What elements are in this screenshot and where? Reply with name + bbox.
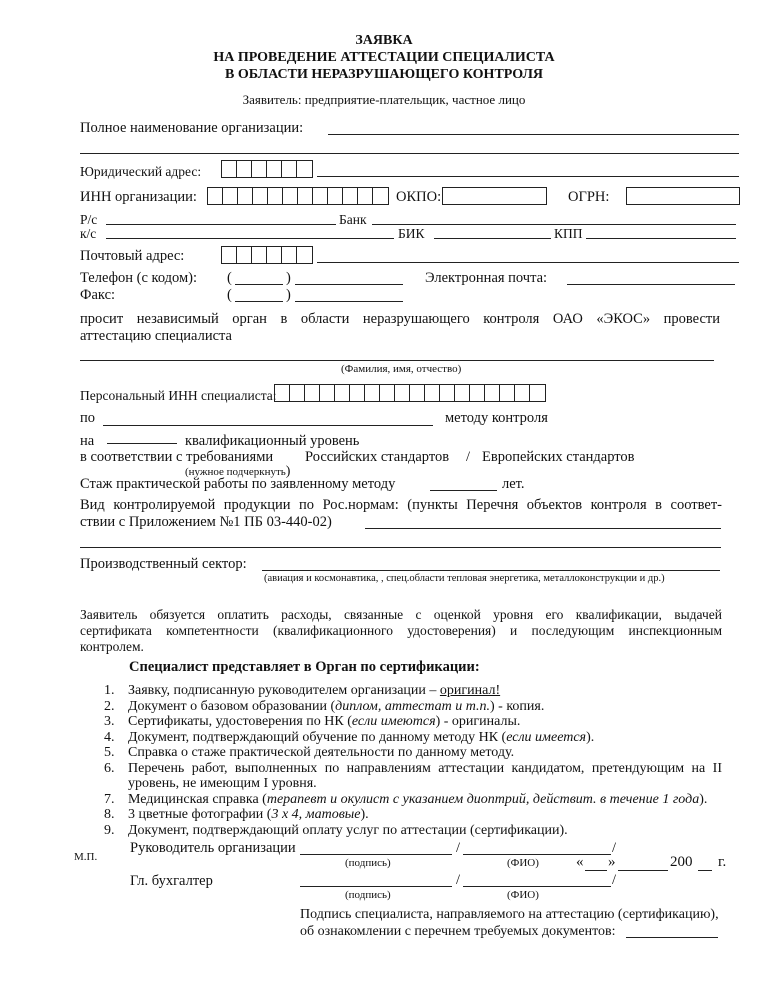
accountant-slash: / bbox=[456, 872, 461, 888]
list-item-text: Документ о базовом образовании ( bbox=[128, 698, 336, 714]
ogrn-label: ОГРН: bbox=[568, 189, 610, 205]
email-label: Электронная почта: bbox=[425, 270, 548, 286]
director-fio-hint: (ФИО) bbox=[507, 857, 539, 869]
date-close: » bbox=[608, 854, 616, 870]
obligation-text-3: контролем. bbox=[80, 639, 144, 654]
email-field[interactable] bbox=[567, 284, 735, 285]
list-item-emphasis: если имеется bbox=[506, 729, 587, 745]
accountant-fio-field[interactable] bbox=[463, 886, 611, 887]
kpp-field[interactable] bbox=[586, 238, 736, 239]
form-title: ЗАЯВКА bbox=[355, 33, 413, 48]
date-year-field[interactable] bbox=[698, 870, 712, 871]
org-name-label: Полное наименование организации: bbox=[80, 120, 304, 136]
list-item-emphasis: диплом, аттестат и т.п. bbox=[335, 698, 491, 714]
list-item-number: 4. bbox=[104, 729, 115, 745]
date-year-suffix: г. bbox=[718, 854, 727, 870]
stamp-place: М.П. bbox=[74, 851, 98, 863]
list-item bbox=[104, 807, 722, 823]
list-item bbox=[104, 823, 722, 839]
list-item bbox=[104, 683, 722, 699]
director-slash: / bbox=[456, 840, 461, 856]
standards-slash: / bbox=[466, 449, 471, 465]
date-day-field[interactable] bbox=[585, 870, 607, 871]
rs-label: Р/с bbox=[80, 212, 98, 227]
list-item-number: 3. bbox=[104, 714, 115, 729]
list-item-emphasis: терапевт и окулист с указанием диоптрий, действит. в течение 1 года bbox=[266, 791, 700, 807]
accountant-fio-hint: (ФИО) bbox=[507, 889, 539, 901]
obligation-text-2: сертификата компетентности (квалификационного удостоверения) и последующим инспекционным bbox=[80, 623, 722, 638]
director-fio-field[interactable] bbox=[463, 854, 611, 855]
request-text-2: аттестацию специалиста bbox=[80, 328, 232, 344]
list-item-suffix: ) - копия. bbox=[490, 698, 545, 714]
director-sign-hint: (подпись) bbox=[345, 857, 391, 869]
russian-standards-option[interactable]: Российских стандартов bbox=[305, 449, 450, 465]
fax-code-field[interactable] bbox=[235, 301, 283, 302]
personal-inn-label: Персональный ИНН специалиста: bbox=[80, 388, 277, 403]
per-requirements-label: в соответствии с требованиями bbox=[80, 449, 274, 465]
list-item-text: Перечень работ, выполненных по направлениям аттестации кандидатом, претендующим на II bbox=[128, 760, 722, 776]
european-standards-option[interactable]: Европейских стандартов bbox=[482, 449, 635, 465]
fax-code-open: ( bbox=[227, 287, 232, 303]
method-label: методу контроля bbox=[445, 410, 548, 426]
list-item-number: 5. bbox=[104, 745, 115, 760]
fax-number-field[interactable] bbox=[295, 301, 403, 302]
date-year: 200 bbox=[670, 854, 693, 870]
legal-address-index-boxes[interactable] bbox=[221, 160, 313, 178]
list-item bbox=[104, 699, 722, 715]
date-month-field[interactable] bbox=[618, 870, 668, 871]
list-item bbox=[104, 730, 722, 746]
specialist-sign-text-2: об ознакомлении с перечнем требуемых документов: bbox=[300, 924, 616, 939]
list-item-number: 1. bbox=[104, 683, 115, 698]
underline-hint: (нужное подчеркнуть) bbox=[185, 464, 291, 479]
list-item-suffix: ). bbox=[360, 807, 369, 822]
okpo-label: ОКПО: bbox=[396, 189, 442, 205]
list-item bbox=[104, 714, 722, 730]
list-item-emphasis: если имеются bbox=[351, 714, 436, 729]
accountant-sign-hint: (подпись) bbox=[345, 889, 391, 901]
director-slash-2: / bbox=[612, 840, 617, 856]
product-type-text-2: ствии с Приложением №1 ПБ 03-440-02) bbox=[80, 514, 332, 530]
qual-level-label: квалификационный уровень bbox=[185, 433, 360, 449]
experience-field[interactable] bbox=[430, 490, 497, 491]
list-item-text: Документ, подтверждающий оплату услуг по аттестации (сертификации). bbox=[128, 822, 568, 838]
fax-label: Факс: bbox=[80, 287, 116, 303]
obligation-text: Заявитель обязуется оплатить расходы, связанные с оценкой уровня его квалификации, выдачей bbox=[80, 607, 722, 622]
list-item-number: 6. bbox=[104, 760, 115, 776]
bik-field[interactable] bbox=[434, 238, 551, 239]
okpo-field[interactable] bbox=[442, 187, 547, 205]
po-label: по bbox=[80, 410, 96, 426]
documents-heading: Специалист представляет в Орган по сертификации: bbox=[129, 659, 480, 675]
list-item-text: Заявку, подписанную руководителем организации – bbox=[128, 683, 440, 698]
postal-address-field[interactable] bbox=[317, 262, 739, 263]
ogrn-field[interactable] bbox=[626, 187, 740, 205]
phone-label: Телефон (с кодом): bbox=[80, 270, 198, 286]
legal-address-field[interactable] bbox=[317, 176, 739, 177]
sector-hint: (авиация и космонавтика, , спец.области тепловая энергетика, металлоконструкции и др.) bbox=[264, 573, 665, 584]
bank-label: Банк bbox=[339, 212, 367, 227]
list-item-emphasis: оригинал! bbox=[439, 683, 501, 698]
specialist-sign-text: Подпись специалиста, направляемого на аттестацию (сертификацию), bbox=[300, 907, 719, 922]
postal-index-boxes[interactable] bbox=[221, 246, 313, 264]
list-item bbox=[104, 776, 722, 792]
form-subtitle: НА ПРОВЕДЕНИЕ АТТЕСТАЦИИ СПЕЦИАЛИСТА bbox=[213, 50, 555, 65]
method-field[interactable] bbox=[103, 425, 433, 426]
list-item-text: 3 цветные фотографии ( bbox=[128, 807, 272, 822]
inn-label: ИНН организации: bbox=[80, 189, 197, 205]
phone-code-open: ( bbox=[227, 270, 232, 286]
applicant-type: Заявитель: предприятие-плательщик, частное лицо bbox=[242, 92, 526, 107]
years-label: лет. bbox=[502, 476, 525, 492]
list-item-text: Справка о стаже практической деятельности по данному методу. bbox=[128, 745, 515, 760]
ks-label: к/с bbox=[80, 226, 97, 241]
product-type-text: Вид контролируемой продукции по Рос.нормам: (пункты Перечня объектов контроля в соответ- bbox=[80, 497, 722, 513]
sector-label: Производственный сектор: bbox=[80, 556, 247, 572]
list-item-number: 7. bbox=[104, 791, 115, 807]
qual-level-field[interactable] bbox=[107, 443, 177, 444]
list-item-emphasis: 3 x 4, матовые bbox=[271, 807, 361, 822]
phone-number-field[interactable] bbox=[295, 284, 403, 285]
accountant-label: Гл. бухгалтер bbox=[130, 873, 213, 889]
list-item-suffix: ) - оригиналы. bbox=[435, 714, 521, 729]
list-item bbox=[104, 745, 722, 761]
list-item-text: уровень, не имеющим I уровня. bbox=[128, 776, 317, 791]
list-item-number: 8. bbox=[104, 807, 115, 822]
list-item-number: 9. bbox=[104, 822, 115, 838]
rs-field[interactable] bbox=[106, 224, 336, 225]
legal-address-label: Юридический адрес: bbox=[80, 164, 202, 179]
list-item bbox=[104, 792, 722, 808]
phone-code-field[interactable] bbox=[235, 284, 283, 285]
personal-inn-boxes[interactable] bbox=[274, 384, 546, 402]
sector-field[interactable] bbox=[262, 570, 720, 571]
ks-field[interactable] bbox=[106, 238, 394, 239]
phone-code-close: ) bbox=[286, 270, 291, 286]
request-text: просит независимый орган в области неразрушающего контроля ОАО «ЭКОС» провести bbox=[80, 311, 720, 327]
specialist-fio-field[interactable] bbox=[80, 360, 714, 361]
list-item-suffix: ). bbox=[586, 729, 595, 745]
specialist-signature-field[interactable] bbox=[626, 937, 718, 938]
fio-hint: (Фамилия, имя, отчество) bbox=[341, 363, 462, 375]
list-item-number: 2. bbox=[104, 698, 115, 714]
date-open: « bbox=[576, 854, 584, 870]
kpp-label: КПП bbox=[554, 226, 583, 241]
list-item bbox=[104, 761, 722, 777]
inn-boxes[interactable] bbox=[207, 187, 389, 205]
director-label: Руководитель организации bbox=[130, 840, 296, 856]
fax-code-close: ) bbox=[286, 287, 291, 303]
accountant-signature-field[interactable] bbox=[300, 886, 452, 887]
form-subtitle-2: В ОБЛАСТИ НЕРАЗРУШАЮЩЕГО КОНТРОЛЯ bbox=[225, 67, 543, 82]
postal-label: Почтовый адрес: bbox=[80, 248, 185, 264]
bik-label: БИК bbox=[398, 226, 425, 241]
documents-list bbox=[104, 683, 722, 838]
product-type-field-2[interactable] bbox=[80, 547, 721, 548]
experience-label: Стаж практической работы по заявленному методу bbox=[80, 476, 396, 492]
list-item-text: Медицинская справка ( bbox=[128, 791, 267, 807]
org-name-field-2[interactable] bbox=[80, 153, 739, 154]
list-item-text: Документ, подтверждающий обучение по данному методу НК ( bbox=[128, 729, 507, 745]
product-type-field[interactable] bbox=[365, 528, 721, 529]
org-name-field[interactable] bbox=[328, 134, 739, 135]
director-signature-field[interactable] bbox=[300, 854, 452, 855]
list-item-text: Сертификаты, удостоверения по НК ( bbox=[128, 714, 352, 729]
accountant-slash-2: / bbox=[612, 872, 617, 888]
list-item-suffix: ). bbox=[699, 791, 708, 807]
na-label: на bbox=[80, 433, 95, 449]
